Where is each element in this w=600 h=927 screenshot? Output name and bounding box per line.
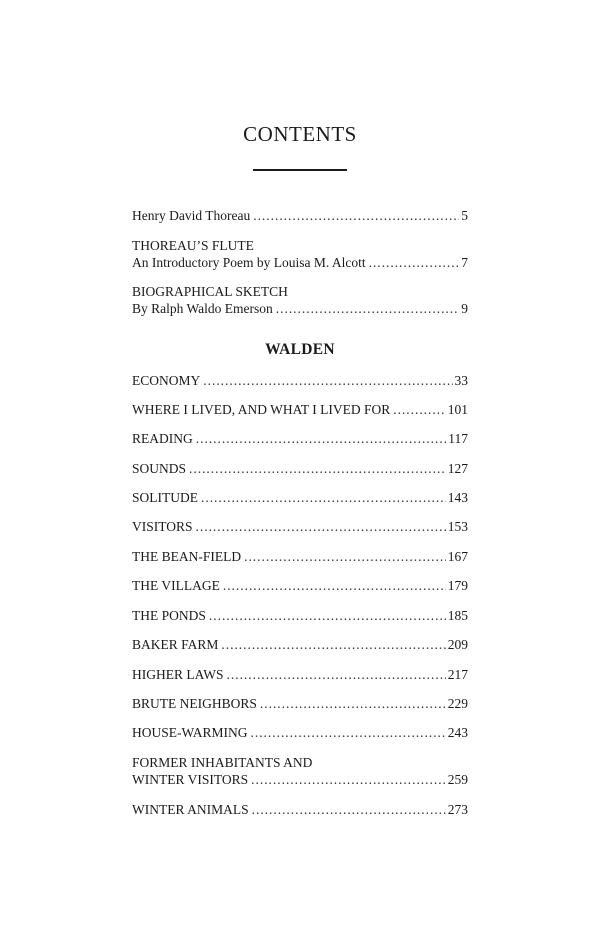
chapter-entry bbox=[132, 401, 468, 418]
chapter-entry-line bbox=[132, 801, 468, 818]
chapter-entry-line bbox=[132, 636, 468, 653]
chapter-entry-label: HOUSE-WARMING bbox=[132, 725, 248, 740]
front-matter-entry bbox=[132, 283, 468, 317]
chapter-entry-line bbox=[132, 548, 468, 565]
front-matter-entry bbox=[132, 237, 468, 271]
chapter-entry-line bbox=[132, 372, 468, 389]
dot-leader bbox=[203, 372, 452, 389]
dot-leader bbox=[209, 607, 446, 624]
chapter-entry-label: BRUTE NEIGHBORS bbox=[132, 696, 257, 711]
chapter-entry-page-number: 243 bbox=[447, 725, 468, 740]
title-rule bbox=[253, 169, 347, 171]
front-matter-entry-line bbox=[132, 207, 468, 224]
chapter-entry-label: ECONOMY bbox=[132, 373, 201, 388]
chapter-entry bbox=[132, 636, 468, 653]
dot-leader bbox=[251, 724, 446, 741]
front-matter-entry bbox=[132, 207, 468, 224]
front-matter-entry-line bbox=[132, 254, 468, 271]
chapter-entry bbox=[132, 460, 468, 477]
front-matter-entry-page-number: 7 bbox=[461, 255, 468, 270]
chapter-entry bbox=[132, 372, 468, 389]
chapter-entry-page-number: 127 bbox=[447, 461, 468, 476]
chapter-entry bbox=[132, 430, 468, 447]
front-matter-entry-label: Henry David Thoreau bbox=[132, 208, 251, 223]
front-matter-entry-page-number: 9 bbox=[461, 301, 468, 316]
dot-leader bbox=[276, 300, 459, 317]
chapter-entry-page-number: 153 bbox=[447, 519, 468, 534]
dot-leader bbox=[196, 518, 446, 535]
front-matter-entry-line bbox=[132, 300, 468, 317]
chapter-entry-label: WINTER VISITORS bbox=[132, 772, 249, 787]
chapter-entry-label: VISITORS bbox=[132, 519, 193, 534]
chapter-entry-line bbox=[132, 577, 468, 594]
chapter-entry bbox=[132, 754, 468, 788]
dot-leader bbox=[227, 666, 446, 683]
chapter-entry bbox=[132, 577, 468, 594]
chapter-entry-page-number: 143 bbox=[447, 490, 468, 505]
chapter-entry-label: SOUNDS bbox=[132, 461, 187, 476]
chapter-entry-page-number: 117 bbox=[448, 431, 468, 446]
chapter-entry-label: WINTER ANIMALS bbox=[132, 802, 249, 817]
chapter-entry-line bbox=[132, 430, 468, 447]
front-matter-entry-heading: BIOGRAPHICAL SKETCH bbox=[132, 284, 288, 299]
chapter-entry-page-number: 185 bbox=[447, 608, 468, 623]
chapter-entry-page-number: 167 bbox=[447, 549, 468, 564]
section-heading: WALDEN bbox=[265, 341, 335, 358]
chapter-entry bbox=[132, 801, 468, 818]
dot-leader bbox=[221, 636, 445, 653]
chapter-entry bbox=[132, 724, 468, 741]
chapter-entry-line bbox=[132, 666, 468, 683]
dot-leader bbox=[369, 254, 460, 271]
dot-leader bbox=[253, 207, 459, 224]
front-matter-entry-label: By Ralph Waldo Emerson bbox=[132, 301, 273, 316]
dot-leader bbox=[393, 401, 446, 418]
front-matter-entry-page-number: 5 bbox=[461, 208, 468, 223]
chapter-entry-page-number: 33 bbox=[454, 373, 468, 388]
front-matter-entry-heading: THOREAU’S FLUTE bbox=[132, 238, 254, 253]
chapter-entry-label: SOLITUDE bbox=[132, 490, 198, 505]
chapter-entry-line bbox=[132, 401, 468, 418]
chapter-entry-label: THE VILLAGE bbox=[132, 578, 220, 593]
chapter-entry-line bbox=[132, 607, 468, 624]
page-title: CONTENTS bbox=[243, 122, 357, 146]
dot-leader bbox=[196, 430, 447, 447]
dot-leader bbox=[244, 548, 446, 565]
chapter-entry-label: THE PONDS bbox=[132, 608, 206, 623]
chapter-entry-label: WHERE I LIVED, AND WHAT I LIVED FOR bbox=[132, 402, 391, 417]
chapter-entry-page-number: 209 bbox=[447, 637, 468, 652]
chapter-entry-line bbox=[132, 489, 468, 506]
chapter-entry-line bbox=[132, 695, 468, 712]
chapter-entry-line bbox=[132, 518, 468, 535]
chapter-entry-line bbox=[132, 460, 468, 477]
chapter-entry-label: THE BEAN-FIELD bbox=[132, 549, 242, 564]
chapter-entry-page-number: 273 bbox=[447, 802, 468, 817]
chapter-entry-page-number: 101 bbox=[447, 402, 468, 417]
dot-leader bbox=[223, 577, 446, 594]
chapter-entry-line bbox=[132, 724, 468, 741]
dot-leader bbox=[252, 801, 446, 818]
dot-leader bbox=[251, 771, 446, 788]
chapter-entry-page-number: 259 bbox=[447, 772, 468, 787]
chapter-entry-page-number: 229 bbox=[447, 696, 468, 711]
chapter-entry-label: READING bbox=[132, 431, 193, 446]
chapter-entry-heading: FORMER INHABITANTS AND bbox=[132, 755, 313, 770]
dot-leader bbox=[189, 460, 446, 477]
chapter-entry-page-number: 217 bbox=[447, 667, 468, 682]
dot-leader bbox=[260, 695, 446, 712]
front-matter-entry-label: An Introductory Poem by Louisa M. Alcott bbox=[132, 255, 366, 270]
chapter-entry-label: HIGHER LAWS bbox=[132, 667, 224, 682]
chapter-entry bbox=[132, 607, 468, 624]
chapter-entry-line bbox=[132, 771, 468, 788]
dot-leader bbox=[201, 489, 446, 506]
chapter-entry bbox=[132, 666, 468, 683]
chapter-entry-label: BAKER FARM bbox=[132, 637, 219, 652]
chapter-entry bbox=[132, 548, 468, 565]
chapter-entry bbox=[132, 695, 468, 712]
chapter-entry-page-number: 179 bbox=[447, 578, 468, 593]
chapter-entry bbox=[132, 489, 468, 506]
chapter-entry bbox=[132, 518, 468, 535]
